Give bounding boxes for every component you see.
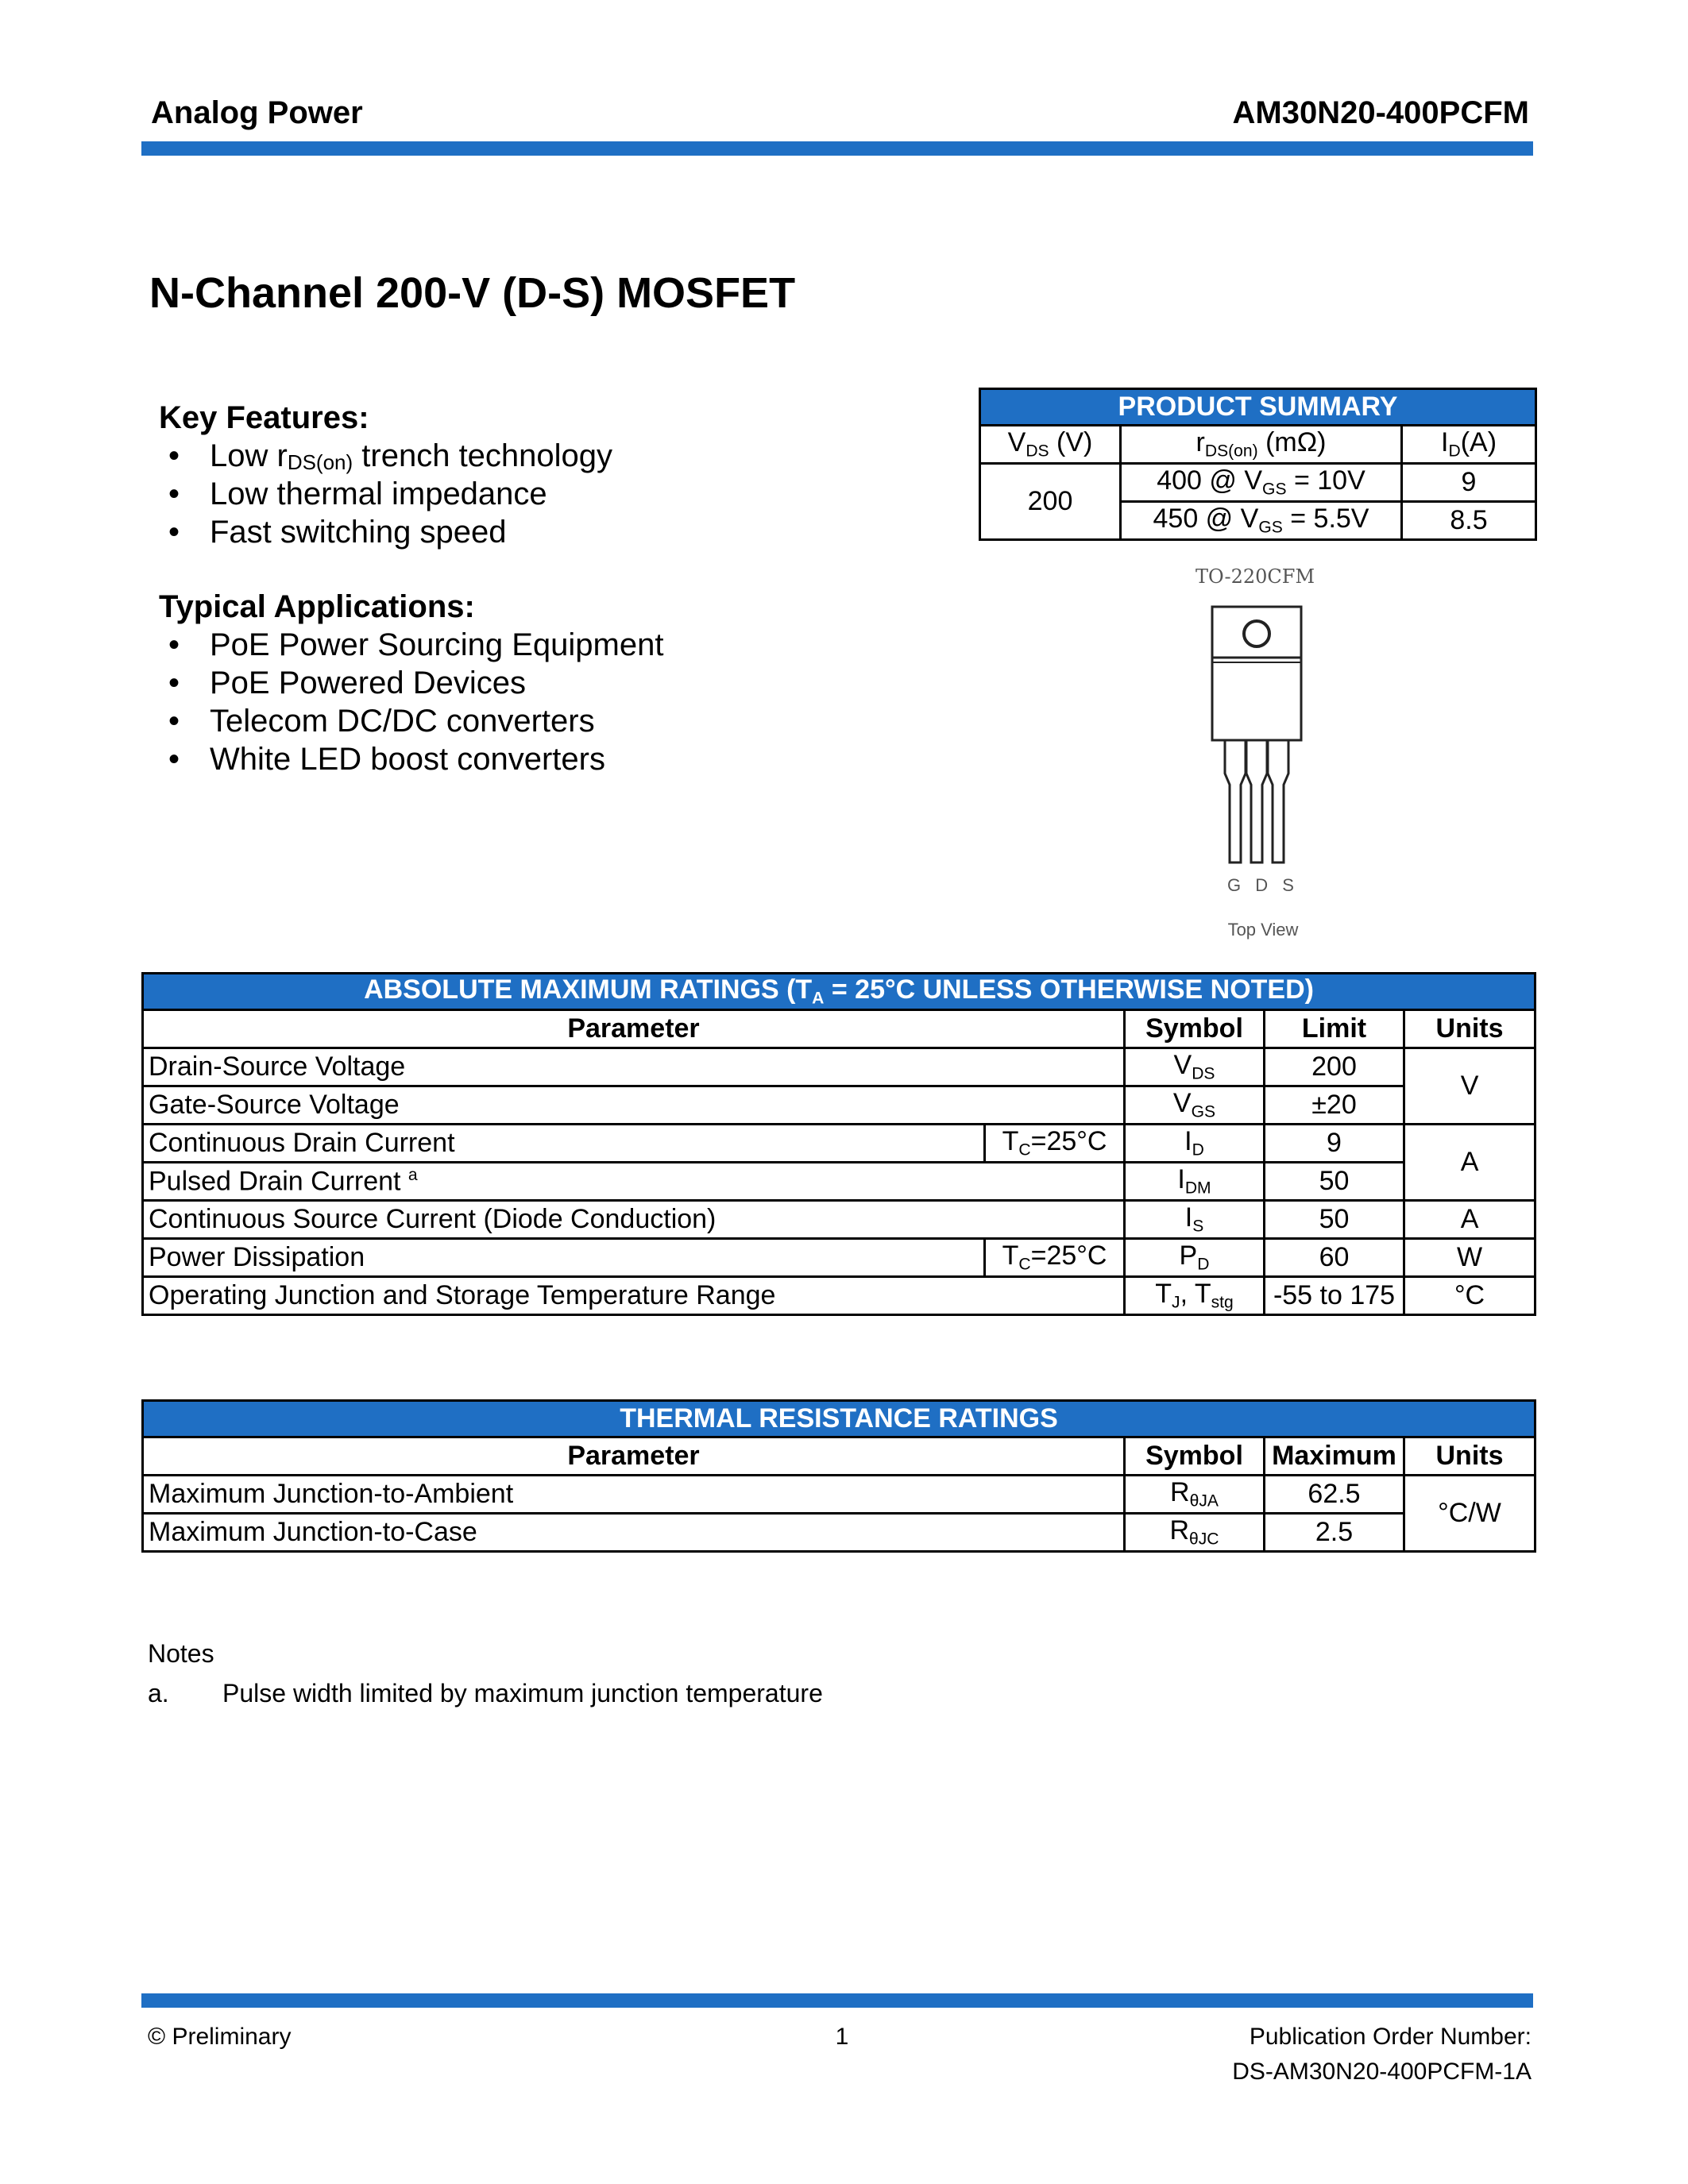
- footer-rule: [141, 1993, 1533, 2008]
- parameter-header: Parameter: [143, 1437, 1125, 1476]
- id-value: 8.5: [1402, 502, 1536, 540]
- symbol-header: Symbol: [1125, 1437, 1265, 1476]
- application-item: • PoE Power Sourcing Equipment: [159, 626, 953, 664]
- parameter-header: Parameter: [143, 1010, 1125, 1048]
- units-header: Units: [1404, 1010, 1535, 1048]
- thermal-resistance-table: [141, 1399, 1536, 1553]
- table-row: Maximum Junction-to-Case $R_{\theta JC}$ 2.5: [143, 1514, 1535, 1552]
- feature-item: • Low thermal impedance: [159, 475, 953, 513]
- key-features-heading: Key Features:: [159, 400, 369, 435]
- typical-applications: [159, 588, 953, 778]
- col-id-header: $I_D(A)$: [1402, 426, 1536, 464]
- units-header: Units: [1404, 1437, 1535, 1476]
- package-pin-labels: G D S: [1227, 875, 1299, 895]
- package-view-label: Top View: [1227, 920, 1299, 940]
- table-row: Operating Junction and Storage Temperature Range $T_J$, $T_{stg}$ -55 to 175 °C: [143, 1277, 1535, 1315]
- table-row: Power Dissipation $T_C=25^\circ C$ $P_D$ 60 W: [143, 1239, 1535, 1277]
- table-row: Maximum Junction-to-Ambient $R_{\theta JA}$ 62.5 °C/W: [143, 1476, 1535, 1514]
- symbol-header: Symbol: [1125, 1010, 1265, 1048]
- vds-value: 200: [980, 464, 1121, 540]
- maximum-header: Maximum: [1265, 1437, 1404, 1476]
- absolute-max-ratings-table: [141, 972, 1536, 1316]
- col-rds-header: $r_{DS(on)}$ (mΩ): [1121, 426, 1402, 464]
- part-number: AM30N20-400PCFM: [1232, 95, 1529, 130]
- rds-value: 450 @ $V_{GS} = 5.5V$: [1121, 502, 1402, 540]
- key-features: [159, 399, 953, 551]
- publication-number: DS-AM30N20-400PCFM-1A: [1232, 2059, 1532, 2085]
- publication-label: Publication Order Number:: [1249, 2024, 1532, 2050]
- table-row: Continuous Drain Current $T_C=25^\circ C$ $I_D$ 9 A: [143, 1125, 1535, 1163]
- col-vds-header: $V_{DS}$ (V): [980, 426, 1121, 464]
- note-text: Pulse width limited by maximum junction temperature: [222, 1679, 823, 1707]
- company-name: Analog Power: [151, 95, 363, 130]
- notes-heading: Notes: [148, 1639, 214, 1668]
- page-number: 1: [835, 2024, 849, 2050]
- header-rule: [141, 141, 1533, 156]
- absolute-max-title: ABSOLUTE MAXIMUM RATINGS ($T_A = 25^\circ C$ UNLESS OTHERWISE NOTED): [143, 974, 1535, 1010]
- table-row: Gate-Source Voltage $V_{GS}$ ±20: [143, 1086, 1535, 1125]
- feature-item: • Fast switching speed: [159, 513, 953, 551]
- application-item: • White LED boost converters: [159, 740, 953, 778]
- thermal-title: THERMAL RESISTANCE RATINGS: [143, 1401, 1535, 1437]
- to220-package-icon: [1192, 596, 1335, 882]
- rds-value: 400 @ $V_{GS} = 10V$: [1121, 464, 1402, 502]
- footer-copyright: © Preliminary: [148, 2024, 292, 2050]
- table-row: Pulsed Drain Current $^a$ $I_{DM}$ 50: [143, 1163, 1535, 1201]
- package-name: TO-220CFM: [1195, 565, 1315, 588]
- table-row: Drain-Source Voltage $V_{DS}$ 200 V: [143, 1048, 1535, 1086]
- application-item: • Telecom DC/DC converters: [159, 702, 953, 740]
- product-summary-title: PRODUCT SUMMARY: [980, 389, 1536, 426]
- id-value: 9: [1402, 464, 1536, 502]
- application-item: • PoE Powered Devices: [159, 664, 953, 702]
- table-row: Continuous Source Current (Diode Conduction) $I_S$ 50 A: [143, 1201, 1535, 1239]
- feature-item: • Low $r_{DS(on)}$ trench technology: [159, 437, 953, 475]
- page-title: N-Channel 200-V (D-S) MOSFET: [149, 269, 796, 317]
- limit-header: Limit: [1265, 1010, 1404, 1048]
- applications-heading: Typical Applications:: [159, 589, 475, 624]
- product-summary-table: [979, 388, 1537, 541]
- note-marker: a.: [148, 1679, 169, 1707]
